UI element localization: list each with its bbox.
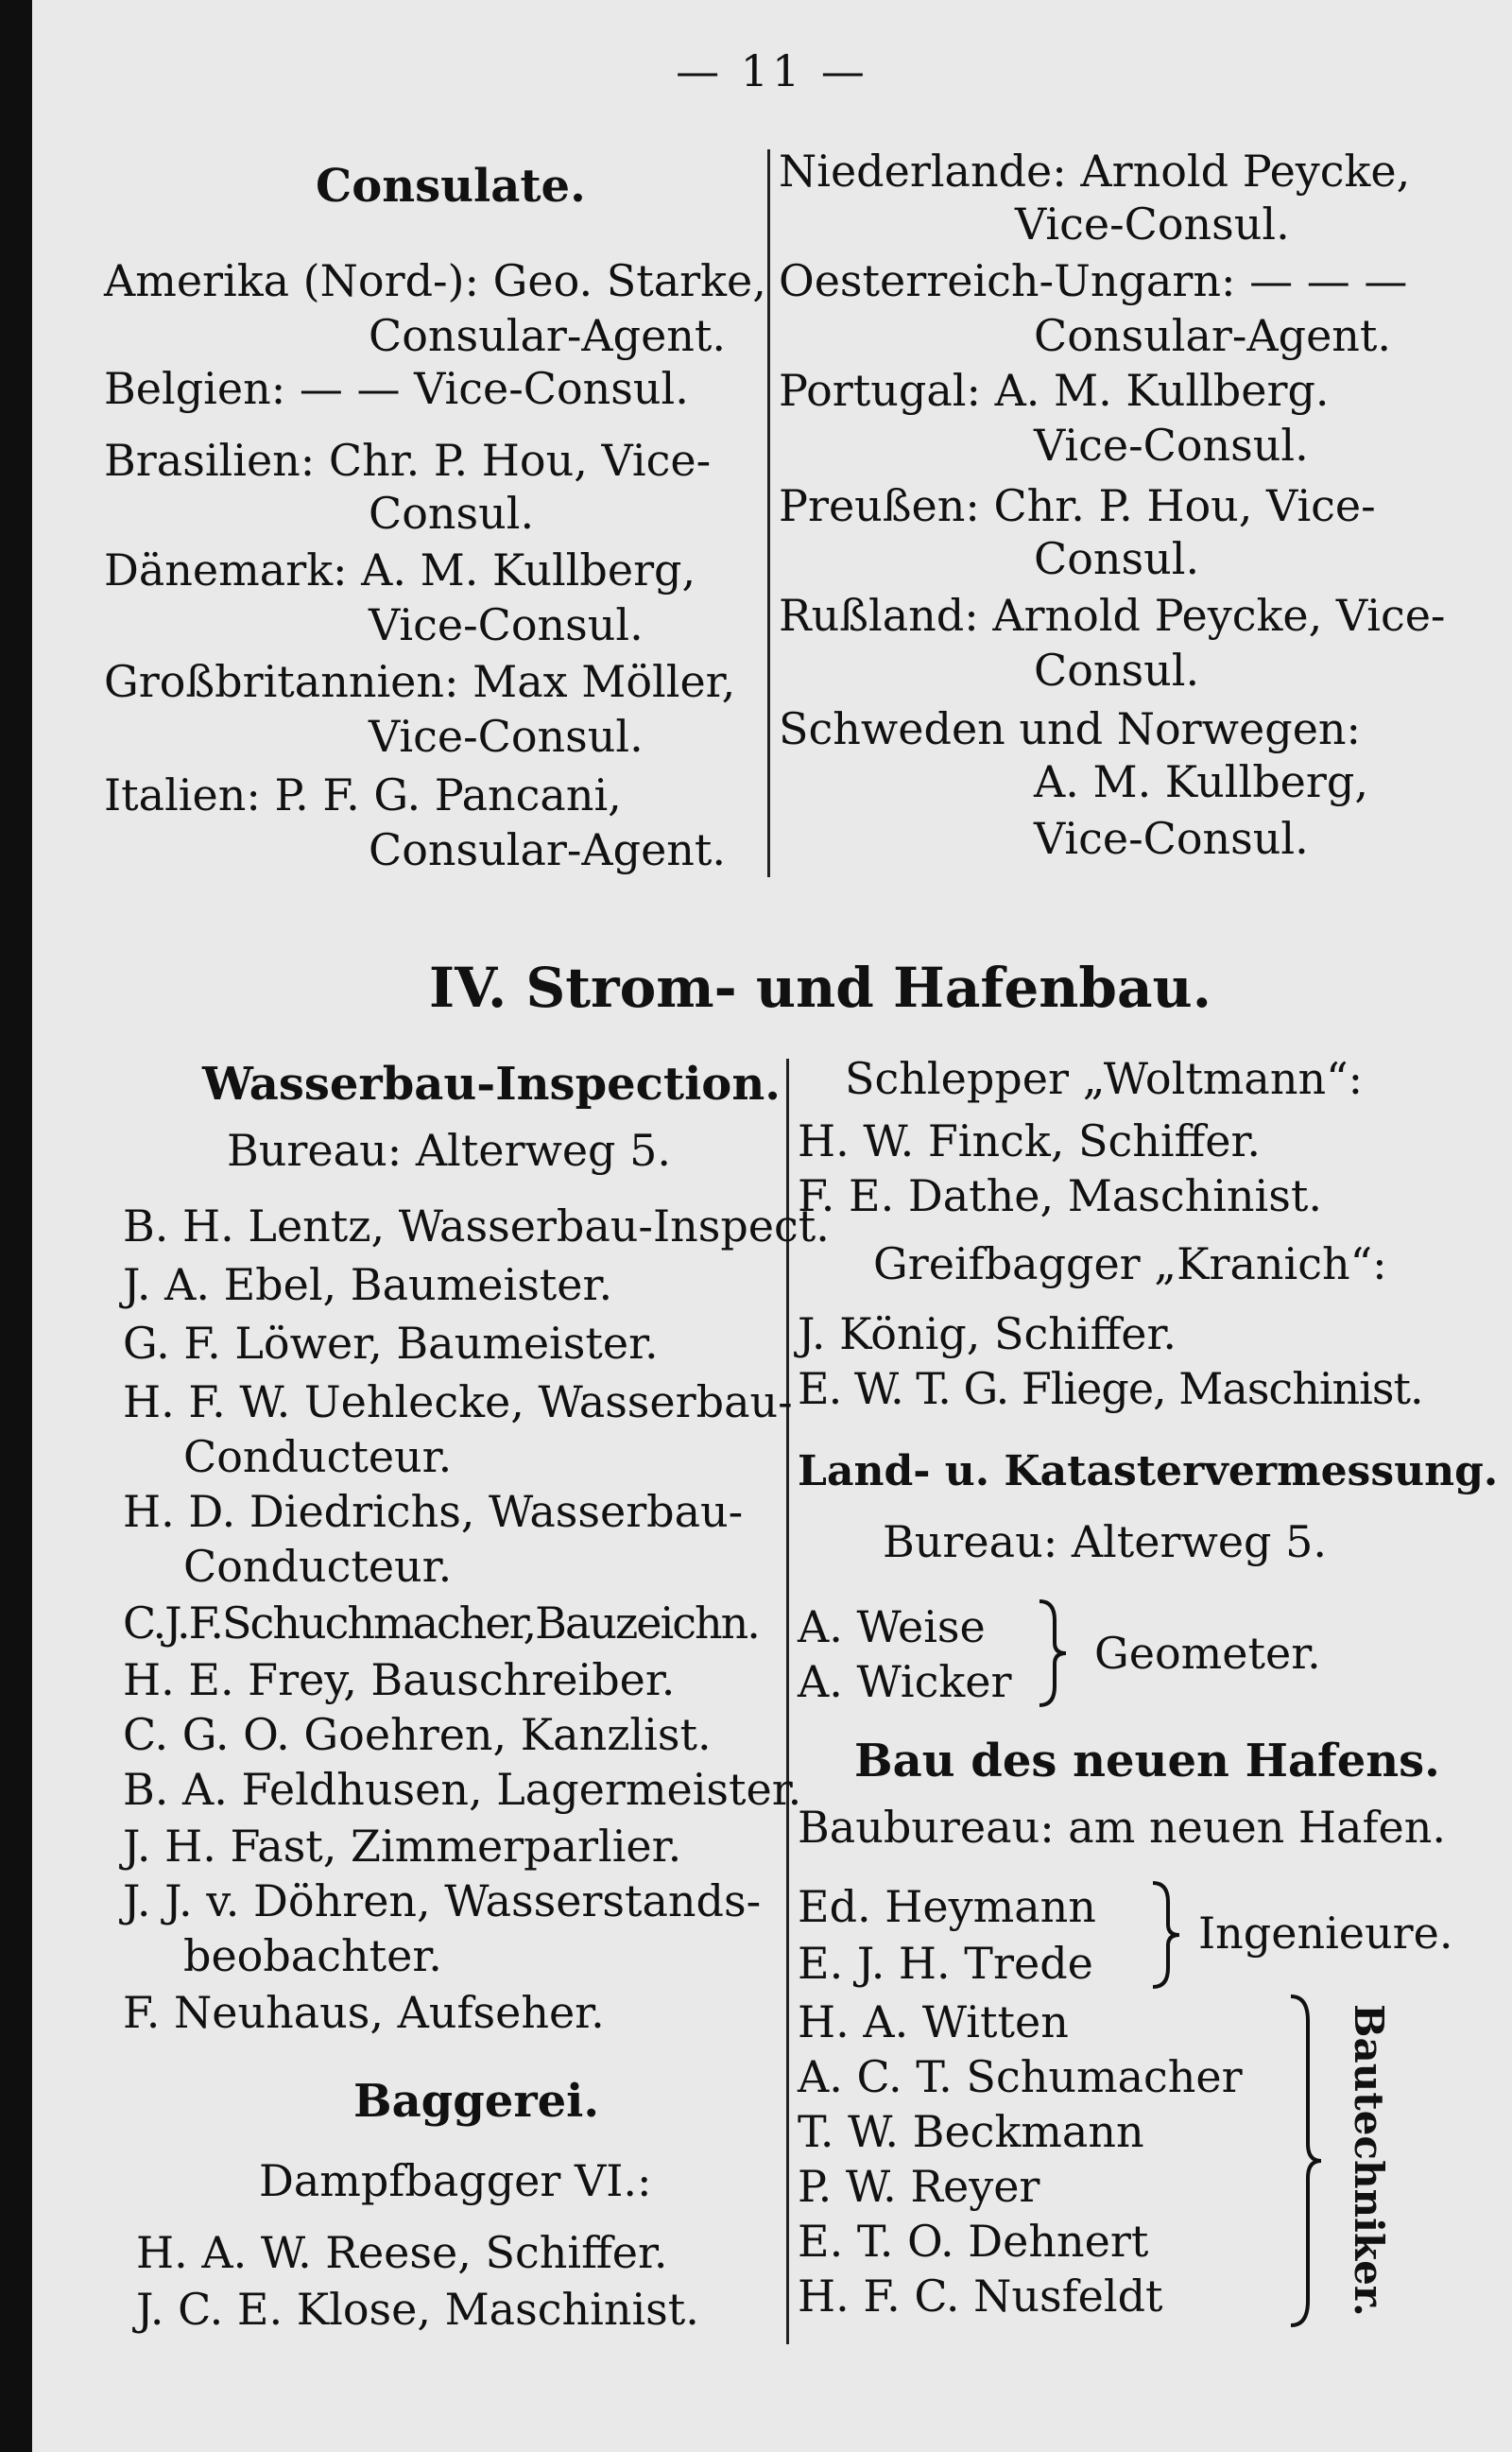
page-number: — 11 — <box>676 45 868 96</box>
consulates-heading: Consulate. <box>316 160 586 213</box>
consulate-line: Preußen: Chr. P. Hou, Vice- <box>779 480 1376 531</box>
list-item: H. A. Witten <box>798 1996 1069 2047</box>
land-heading: Land- u. Katastervermessung. <box>798 1447 1499 1495</box>
consulate-line: Consul. <box>369 488 535 539</box>
list-item: F. Neuhaus, Aufseher. <box>123 1987 605 2038</box>
consulate-line: Dänemark: A. M. Kullberg, <box>104 544 696 596</box>
baggerei-sub: Dampfbagger VI.: <box>259 2155 652 2206</box>
technicians-role: Bautechniker. <box>1346 2004 1392 2317</box>
list-item: F. E. Dathe, Maschinist. <box>798 1170 1322 1221</box>
consulate-line: Brasilien: Chr. P. Hou, Vice- <box>104 435 712 486</box>
list-item: E. W. T. G. Fliege, Maschinist. <box>798 1363 1423 1414</box>
land-bureau: Bureau: Alterweg 5. <box>883 1516 1327 1567</box>
technicians-brace <box>1285 1993 1327 2329</box>
consulate-line: Italien: P. F. G. Pancani, <box>104 769 622 820</box>
consulate-line: Consular-Agent. <box>369 824 727 875</box>
list-item: J. H. Fast, Zimmerparlier. <box>123 1821 682 1872</box>
section-title: IV. Strom- und Hafenbau. <box>429 956 1211 1020</box>
list-item: Ed. Heymann <box>798 1881 1096 1932</box>
list-item: J. A. Ebel, Baumeister. <box>123 1259 613 1310</box>
geometer-brace <box>1034 1597 1072 1709</box>
consulate-line: A. M. Kullberg, <box>1034 756 1368 807</box>
list-item: Conducteur. <box>183 1541 453 1592</box>
consulate-line: Vice-Consul. <box>1015 199 1290 250</box>
list-item: B. H. Lentz, Wasserbau-Inspect. <box>123 1200 830 1252</box>
greifbagger-heading: Greifbagger „Kranich“: <box>873 1238 1387 1289</box>
list-item: E. T. O. Dehnert <box>798 2216 1149 2267</box>
list-item: B. A. Feldhusen, Lagermeister. <box>123 1764 802 1815</box>
list-item: Conducteur. <box>183 1431 453 1482</box>
consulate-line: Großbritannien: Max Möller, <box>104 656 736 707</box>
page <box>32 0 1512 2452</box>
list-item: A. Weise <box>798 1601 986 1652</box>
consulate-line: Amerika (Nord-): Geo. Starke, <box>104 255 766 306</box>
consulate-line: Portugal: A. M. Kullberg. <box>779 365 1330 416</box>
consulate-line: Rußland: Arnold Peycke, Vice- <box>779 590 1446 641</box>
engineers-brace <box>1147 1879 1185 1991</box>
consulate-line: Niederlande: Arnold Peycke, <box>779 146 1411 197</box>
engineers-role: Ingenieure. <box>1198 1908 1453 1959</box>
consulate-line: Consular-Agent. <box>1034 310 1392 361</box>
consulate-line: Vice-Consul. <box>369 599 644 650</box>
wasserbau-bureau: Bureau: Alterweg 5. <box>227 1125 671 1176</box>
list-item: H. A. W. Reese, Schiffer. <box>136 2227 668 2278</box>
column-divider-top <box>767 149 770 877</box>
list-item: H. E. Frey, Bauschreiber. <box>123 1654 676 1705</box>
list-item: C.J.F.Schuchmacher,Bauzeichn. <box>123 1597 759 1649</box>
consulate-line: Consul. <box>1034 645 1200 696</box>
column-divider-bottom <box>786 1059 789 2344</box>
land-role: Geometer. <box>1094 1628 1321 1679</box>
list-item: H. W. Finck, Schiffer. <box>798 1115 1262 1166</box>
baggerei-heading: Baggerei. <box>353 2075 600 2128</box>
list-item: P. W. Reyer <box>798 2161 1040 2212</box>
list-item: G. F. Löwer, Baumeister. <box>123 1318 659 1369</box>
list-item: C. G. O. Goehren, Kanzlist. <box>123 1709 712 1760</box>
list-item: J. J. v. Döhren, Wasserstands- <box>123 1875 762 1926</box>
list-item: H. F. W. Uehlecke, Wasserbau- <box>123 1376 793 1427</box>
list-item: beobachter. <box>183 1930 442 1981</box>
consulate-line: Vice-Consul. <box>1034 420 1309 471</box>
list-item: J. König, Schiffer. <box>798 1308 1177 1359</box>
list-item: H. F. C. Nusfeldt <box>798 2271 1163 2322</box>
consulate-line: Belgien: — — Vice-Consul. <box>104 363 689 414</box>
list-item: E. J. H. Trede <box>798 1938 1093 1989</box>
consulate-line: Schweden und Norwegen: <box>779 703 1362 754</box>
hafen-bureau: Baubureau: am neuen Hafen. <box>798 1802 1446 1853</box>
schlepper-heading: Schlepper „Woltmann“: <box>845 1053 1364 1104</box>
consulate-line: Vice-Consul. <box>369 711 644 762</box>
consulate-line: Vice-Consul. <box>1034 813 1309 864</box>
list-item: H. D. Diedrichs, Wasserbau- <box>123 1486 744 1537</box>
wasserbau-heading: Wasserbau-Inspection. <box>202 1058 781 1111</box>
consulate-line: Consular-Agent. <box>369 310 727 361</box>
list-item: J. C. E. Klose, Maschinist. <box>136 2284 699 2335</box>
list-item: A. C. T. Schumacher <box>798 2051 1243 2102</box>
consulate-line: Oesterreich-Ungarn: — — — <box>779 255 1408 306</box>
hafen-heading: Bau des neuen Hafens. <box>854 1735 1440 1787</box>
list-item: A. Wicker <box>798 1656 1012 1707</box>
consulate-line: Consul. <box>1034 533 1200 584</box>
list-item: T. W. Beckmann <box>798 2106 1144 2157</box>
